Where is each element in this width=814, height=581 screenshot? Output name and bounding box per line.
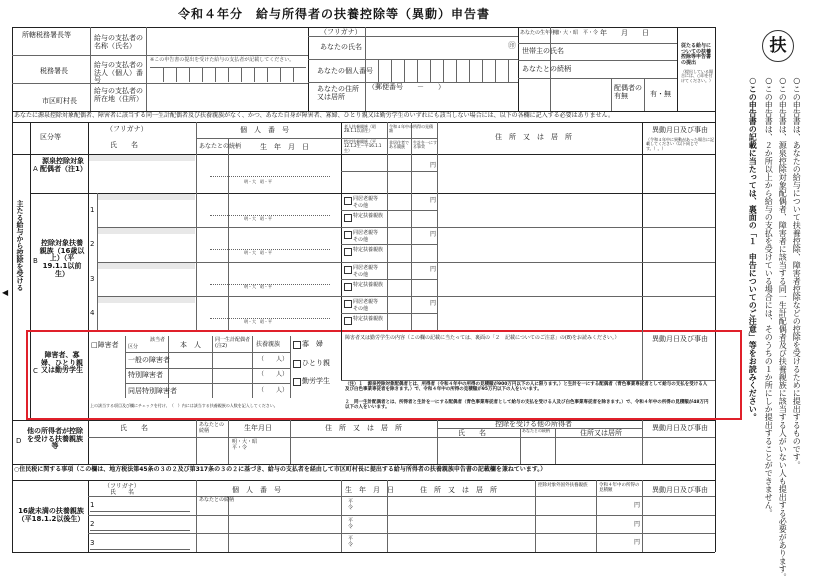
- d-address: 住 所 又 は 居 所: [325, 424, 402, 432]
- furigana-strip-a: [89, 155, 195, 161]
- c-nin-2[interactable]: （ 人）: [258, 371, 289, 378]
- col-seikei: 生計を一にする事実: [413, 140, 437, 150]
- era-a: 明・大 昭・平: [244, 179, 272, 184]
- margin-note-3: ○この申告書は、２か所以上から給与の支払を受けている場合には、そのうちの１か所にしか提出することができません。: [764, 76, 774, 517]
- tax-office-label: 所轄税務署長等: [22, 31, 71, 39]
- local-yen-3: 円: [634, 539, 641, 546]
- c-hitorioya-checkbox[interactable]: [293, 360, 301, 368]
- c-nin-3[interactable]: （ 人）: [258, 387, 289, 394]
- c-note-2: ２ 同一生計配偶者とは、所得者と生計を一にする配偶者（青色事業専従者として給与の支払を受ける人及び白色事業専従者を除きます。）で、令和４年中の所得の見積額が48万円以下の人をいいます。: [345, 400, 709, 410]
- form-badge: 扶: [762, 30, 794, 62]
- furigana-strip-b3: [98, 263, 195, 269]
- col-tokutei: 特定扶養親族（平12.1.2生～平16.1.1生）: [344, 139, 382, 153]
- spouse-label: 配偶者の有無: [614, 84, 642, 100]
- yen-b3: 円: [430, 266, 437, 273]
- payer-note: ※この申告書の提出を受けた給与の支払者が記載してください。: [150, 57, 295, 63]
- col-furigana: （フリガナ）: [106, 125, 148, 133]
- side-arrow-icon: ◀: [2, 288, 9, 297]
- section-d-label: 他の所得者が控除を受ける扶養親族等: [27, 427, 83, 451]
- your-address-label: あなたの住所又は居所: [317, 85, 359, 101]
- local-era-1: 平 令: [348, 499, 359, 511]
- local-row-3: 3: [90, 539, 95, 547]
- c-douitsu: 同一生計配偶者(注2): [215, 337, 251, 349]
- c-kafu: 寡 婦: [302, 340, 323, 348]
- era-b4: 明・大 昭・平: [244, 319, 272, 324]
- tax-office-chief: 税務署長: [40, 67, 68, 75]
- local-row-1: 1: [90, 501, 95, 509]
- local-yen-1: 円: [634, 502, 641, 509]
- d-era: 明・大・昭 平・令: [232, 439, 263, 451]
- section-c-letter: C: [33, 367, 38, 375]
- c-content-label: 障害者又は勤労学生の内容（この欄の記載に当たっては、裏面の「２ 記載についてのご注意」の(8)をお読みください。）: [345, 335, 620, 341]
- section-b-letter: B: [33, 257, 38, 265]
- furigana-label: （フリガナ）: [320, 28, 362, 36]
- local-line-3[interactable]: [90, 549, 190, 550]
- section-b-label: 控除対象扶養親族（16歳以上）（平19.1.1以前生）: [39, 239, 85, 278]
- yen-b2: 円: [430, 231, 437, 238]
- c-kubun: 区分: [128, 344, 139, 350]
- b1-number-dots[interactable]: [210, 215, 330, 216]
- yen-a: 円: [430, 162, 437, 169]
- c-hitorioya: ひとり親: [302, 359, 330, 367]
- era-b2: 明・大 昭・平: [244, 250, 272, 255]
- birth-label: あなたの生年月日: [520, 30, 561, 36]
- b4-number-dots[interactable]: [210, 318, 330, 319]
- birth-ymd: 年 月 日: [600, 29, 649, 37]
- local-row-2: 2: [90, 520, 95, 528]
- col-hikyoju: 非居住者である親族: [389, 140, 409, 150]
- your-name-label: あなたの氏名: [320, 43, 362, 51]
- d-shimei: 氏 名: [120, 424, 148, 432]
- local-line-2[interactable]: [90, 530, 190, 531]
- city-chief: 市区町村長: [42, 97, 77, 105]
- c-row-ippan: 一般の障害者: [128, 356, 170, 364]
- householder-label: 世帯主の氏名: [522, 47, 564, 55]
- local-era-3: 平 令: [348, 536, 359, 548]
- row-number-1: 1: [90, 206, 95, 214]
- col-ido-note: （令和４年中に異動があった場合に記載してください（以下同じです。）。）: [646, 137, 714, 151]
- c-ido: 異動月日及び事由: [652, 335, 708, 343]
- yen-b4: 円: [430, 300, 437, 307]
- c-kafu-checkbox[interactable]: [293, 341, 301, 349]
- c-shougai-check[interactable]: □障害者: [91, 341, 119, 349]
- local-yen-2: 円: [634, 521, 641, 528]
- a-number-dots[interactable]: [210, 176, 330, 177]
- side-note-body: （提出している場合には、○印を付けてください。）: [681, 69, 713, 83]
- local-birth: 生 年 月 日: [345, 486, 394, 494]
- spouse-value[interactable]: 有・無: [650, 90, 671, 98]
- c-row-tokubetsu: 特別障害者: [128, 371, 163, 379]
- furigana-strip-b1: [98, 194, 195, 200]
- era-b1: 明・大 昭・平: [244, 216, 272, 221]
- section-d-letter: D: [16, 437, 22, 445]
- local-line-1[interactable]: [90, 511, 190, 512]
- relation-label: あなたとの続柄: [522, 65, 571, 73]
- local-shimei: 氏 名: [110, 489, 135, 496]
- payer-name-label: 給与の支払者の名称（氏名）: [94, 34, 143, 50]
- c-note-under: 上の該当する項目及び欄にチェックを付け、（ ）内には該当する扶養親族の人数を記入してください。: [90, 403, 278, 408]
- d-other: 控除を受ける他の所得者: [495, 420, 572, 428]
- margin-note-4: ○この申告書の記載に当たっては、裏面の「１ 申告についてのご注意」等をお読みください。: [748, 76, 758, 421]
- form-title: 令和４年分 給与所得者の扶養控除等（異動）申告書: [178, 7, 491, 21]
- birth-era: 明・大・昭 平・令: [553, 30, 599, 36]
- c-kinrou: 勤労学生: [302, 377, 330, 385]
- local-ido: 異動月日及び事由: [652, 486, 708, 494]
- yen-b1: 円: [430, 197, 437, 204]
- col-birth: 生 年 月 日: [260, 143, 309, 151]
- col-kubun: 区分等: [40, 133, 61, 141]
- d-other-name: 氏 名: [458, 429, 486, 437]
- local-kokugai: 控除対象外国外扶養親族: [538, 483, 588, 488]
- d-birth: 生年月日: [244, 424, 272, 432]
- col-shimei: 氏 名: [110, 141, 138, 149]
- col-ido: 異動月日及び事由: [652, 126, 708, 134]
- margin-note-2: ○この申告書は、源泉控除対象配偶者、障害者に該当する同一生計配偶者及び扶養親族に該当する人がいない人も提出する必要があります。: [778, 76, 788, 581]
- d-other-addr: 住所又は居所: [580, 429, 622, 437]
- local-zokugara: あなたとの続柄: [199, 497, 235, 503]
- section-side-label: 主たる給与から控除を受ける: [16, 200, 25, 291]
- c-fuyou: 扶養親族: [256, 341, 281, 348]
- c-note-1: （注）１ 源泉控除対象配偶者とは、所得者（令和４年中の所得の見積額が900万円以下の人に限ります。）と生計を一にする配偶者（青色事業専従者として給与の支払を受ける人及び白色事業専従者を除きます。）で、令和４年中の所得の見積額が95万円以下の人をいいます。: [345, 382, 708, 392]
- section-a-letter: A: [33, 165, 38, 173]
- c-row-doukyo: 同居特別障害者: [128, 387, 177, 395]
- row-number-4: 4: [90, 309, 95, 317]
- seal-mark: ㊞: [508, 41, 516, 50]
- local-shotoku: 令和４年中の所得の見積額: [599, 483, 640, 493]
- c-nin-1[interactable]: （ 人）: [258, 356, 289, 363]
- local-title: ○住民税に関する事項（この欄は、地方税法第45条の３の２及び第317条の３の２に基づき、給与の支払者を経由して市区町村長に提出する給与所得者の扶養親族申告書の記載欄を兼ねています。）: [14, 466, 547, 473]
- row-number-2: 2: [90, 240, 95, 248]
- side-note-title: 従たる給与についての扶養控除等申告書の提出: [681, 43, 712, 66]
- b3-number-dots[interactable]: [210, 284, 330, 285]
- furigana-strip-b2: [98, 228, 195, 234]
- margin-note-1: ○この申告書は、あなたの給与について扶養控除、障害者控除などの控除を受けるために提出するものです。: [792, 76, 802, 469]
- row-number-3: 3: [90, 275, 95, 283]
- payer-address-label: 給与の支払者の所在地（住所）: [94, 87, 143, 103]
- furigana-strip-b4: [98, 297, 195, 303]
- your-number-label: あなたの個人番号: [317, 67, 373, 75]
- c-kinrou-checkbox[interactable]: [293, 378, 301, 386]
- local-address: 住 所 又 は 居 所: [420, 486, 497, 494]
- c-honnin: 本 人: [180, 341, 201, 349]
- postal-label: （郵便番号 － ）: [368, 83, 445, 91]
- section-c-label: 障害者、寡婦、ひとり親又は勤労学生: [41, 351, 83, 375]
- d-other-rel: あなたとの続柄: [522, 428, 550, 433]
- col-shotoku: 令和４年中の所得の見積額: [389, 124, 433, 134]
- section-a-label: 源泉控除対象配偶者（注1）: [40, 157, 87, 173]
- era-b3: 明・大 昭・平: [244, 284, 272, 289]
- col-address: 住 所 又 は 居 所: [495, 133, 572, 141]
- local-kojin: 個 人 番 号: [232, 486, 281, 494]
- local-section-label: 16歳未満の扶養親族（平18.1.2以後生）: [17, 507, 85, 523]
- c-gaitousha: 該当者: [150, 337, 166, 343]
- notice-text: あなたに源泉控除対象配偶者、障害者に該当する同一生計配偶者及び扶養親族がなく、かつ、あなた自身が障害者、寡婦、ひとり親又は勤労学生のいずれにも該当しない場合には、以下の各欄に記入する必要はありません。: [14, 112, 615, 119]
- d-ido: 異動月日及び事由: [652, 424, 708, 432]
- payer-number-label: 給与の支払者の法人（個人）番号: [94, 61, 143, 85]
- b2-number-dots[interactable]: [210, 249, 330, 250]
- local-era-2: 平 令: [348, 518, 359, 530]
- col-kojin: 個 人 番 号: [240, 126, 289, 134]
- local-furigana: （フリガナ）: [104, 483, 140, 490]
- col-rounin: 老人扶養親族（昭28.1.1以前生）: [344, 124, 376, 134]
- col-zokugara: あなたとの続柄: [199, 143, 242, 150]
- d-zokugara: あなたとの続柄: [199, 422, 225, 434]
